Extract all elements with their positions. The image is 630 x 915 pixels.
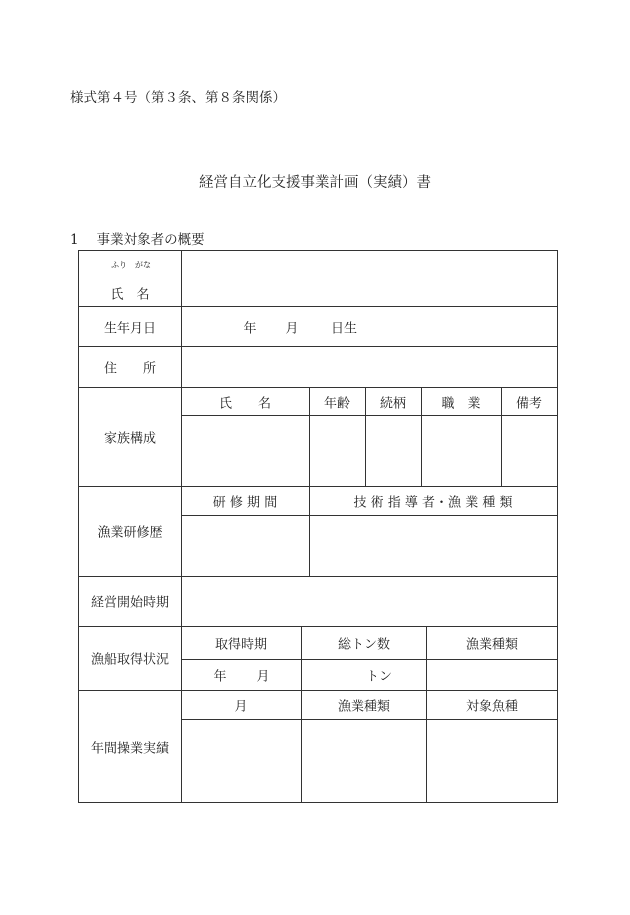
family-remarks-cell[interactable] bbox=[502, 416, 557, 486]
vessel-year-unit: 年 bbox=[213, 669, 227, 685]
family-col-relation: 続柄 bbox=[379, 396, 407, 412]
annual-label: 年間操業実績 bbox=[90, 741, 170, 757]
address-label: 住 所 bbox=[103, 361, 157, 377]
family-col-remarks: 備考 bbox=[515, 396, 543, 412]
family-age-cell[interactable] bbox=[310, 416, 365, 486]
name-label: 氏 名 bbox=[110, 287, 150, 303]
document-title: 経営自立化支援事業計画（実績）書 bbox=[199, 175, 431, 191]
vessel-col-tonnage: 総トン数 bbox=[337, 637, 391, 653]
annual-month-cell[interactable] bbox=[182, 720, 301, 802]
family-col-occupation: 職 業 bbox=[441, 396, 481, 412]
training-instructor-cell[interactable] bbox=[310, 516, 557, 576]
family-col-age: 年齢 bbox=[323, 396, 351, 412]
annual-species-cell[interactable] bbox=[427, 720, 557, 802]
name-field[interactable] bbox=[182, 251, 557, 306]
annual-col-fishery: 漁業種類 bbox=[337, 699, 391, 715]
annual-fishery-cell[interactable] bbox=[302, 720, 426, 802]
training-col-instructor: 技 術 指 導 者・漁 業 種 類 bbox=[353, 495, 513, 511]
annual-col-species: 対象魚種 bbox=[465, 699, 519, 715]
start-field[interactable] bbox=[182, 577, 557, 626]
family-name-cell[interactable] bbox=[182, 416, 309, 486]
name-furigana-label: ふり がな bbox=[111, 260, 151, 270]
vessel-label: 漁船取得状況 bbox=[90, 652, 170, 668]
address-field[interactable] bbox=[182, 347, 557, 387]
section-title: 事業対象者の概要 bbox=[96, 232, 205, 248]
birthdate-day-unit: 日生 bbox=[330, 321, 358, 337]
vessel-col-date: 取得時期 bbox=[214, 637, 268, 653]
family-label: 家族構成 bbox=[103, 431, 157, 447]
family-col-name: 氏 名 bbox=[218, 396, 272, 412]
vessel-month-unit: 月 bbox=[256, 669, 270, 685]
family-relation-cell[interactable] bbox=[366, 416, 421, 486]
applicant-overview-table bbox=[78, 250, 558, 803]
form-number-label: 様式第４号（第３条、第８条関係） bbox=[70, 90, 286, 106]
training-col-period: 研 修 期 間 bbox=[212, 495, 278, 511]
section-heading bbox=[70, 228, 205, 248]
vessel-ton-unit: トン bbox=[365, 669, 393, 685]
family-occupation-cell[interactable] bbox=[422, 416, 501, 486]
birthdate-field[interactable] bbox=[182, 307, 557, 346]
vessel-fishery-cell[interactable] bbox=[427, 660, 557, 690]
start-label: 経営開始時期 bbox=[90, 595, 170, 611]
section-number: 1 bbox=[70, 232, 79, 248]
training-label: 漁業研修歴 bbox=[97, 525, 163, 541]
birthdate-month-unit: 月 bbox=[285, 321, 299, 337]
vessel-col-fishery: 漁業種類 bbox=[465, 637, 519, 653]
birthdate-label: 生年月日 bbox=[103, 321, 157, 337]
annual-col-month: 月 bbox=[234, 699, 248, 715]
birthdate-year-unit: 年 bbox=[243, 321, 257, 337]
training-period-cell[interactable] bbox=[182, 516, 309, 576]
